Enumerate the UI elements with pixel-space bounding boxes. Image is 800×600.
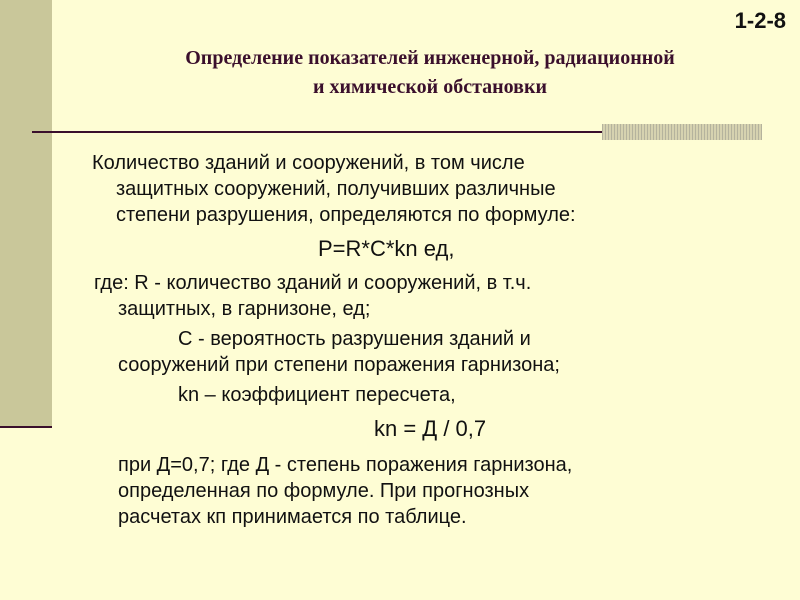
d-definition [94, 452, 754, 530]
c-definition [94, 326, 754, 378]
d-definition-line-1: при Д=0,7; где Д - степень поражения гарнизона, [118, 454, 573, 476]
intro-line-1: Количество зданий и сооружений, в том числе [92, 152, 525, 174]
d-definition-line-3: расчетах кп принимается по таблице. [118, 506, 467, 528]
slide-number: 1-2-8 [734, 8, 786, 33]
r-definition-line-1: где: R - количество зданий и сооружений, в т.ч. [94, 272, 532, 294]
intro-line-2: защитных сооружений, получивших различные [116, 178, 556, 200]
main-formula: P=R*C*kn ед, [318, 236, 455, 261]
kn-formula: kn = Д / 0,7 [374, 416, 487, 441]
intro-paragraph [92, 150, 752, 228]
c-definition-line-2: сооружений при степени поражения гарнизона; [118, 354, 560, 376]
kn-definition [94, 382, 754, 408]
kn-definition-line: kn – коэффициент пересчета, [178, 384, 456, 406]
slide-title-line-1: Определение показателей инженерной, радиационной [185, 47, 675, 69]
r-definition-line-2: защитных, в гарнизоне, ед; [118, 298, 371, 320]
c-definition-line-1: С - вероятность разрушения зданий и [178, 328, 531, 350]
d-definition-line-2: определенная по формуле. При прогнозных [118, 480, 530, 502]
r-definition [94, 270, 754, 322]
slide-title-line-2: и химической обстановки [312, 76, 548, 98]
intro-line-3: степени разрушения, определяются по формуле: [116, 204, 576, 226]
